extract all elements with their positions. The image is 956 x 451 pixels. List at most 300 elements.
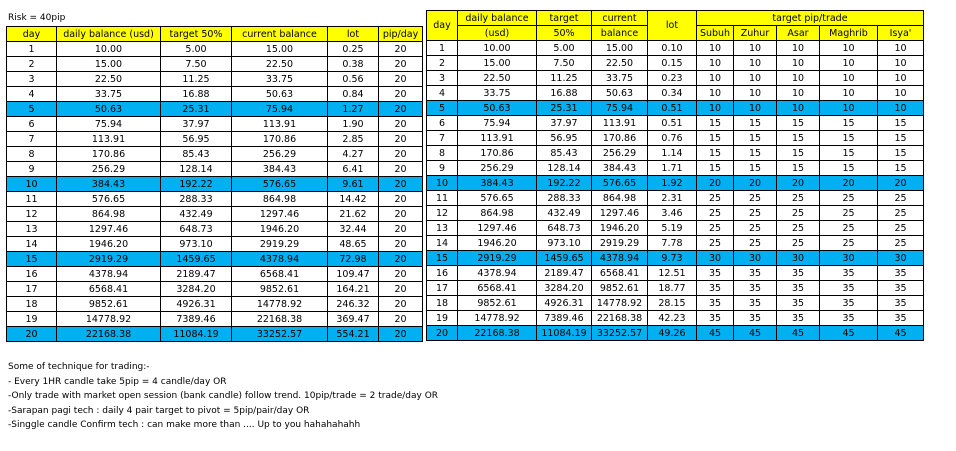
table1-row (7, 42, 423, 57)
table-cell: 30 (777, 251, 820, 266)
table-cell: 15.00 (458, 56, 537, 71)
table-cell: 25.31 (161, 102, 232, 117)
table-cell: 25 (777, 206, 820, 221)
table-cell: 42.23 (648, 311, 697, 326)
table-cell: 0.25 (328, 42, 379, 57)
table1-header-row (7, 27, 423, 42)
table-cell: 33.75 (232, 72, 328, 87)
table-cell: 33252.57 (232, 327, 328, 342)
table1-row (7, 252, 423, 267)
table-cell: 20 (379, 162, 423, 177)
table-cell: 20 (379, 177, 423, 192)
table-cell: 18 (7, 297, 57, 312)
table-cell: 15 (777, 161, 820, 176)
table-cell: 10 (878, 41, 924, 56)
risk-label: Risk = 40pip (8, 13, 66, 23)
table-cell: 3284.20 (537, 281, 592, 296)
table-cell: 432.49 (537, 206, 592, 221)
table-cell: 12 (7, 207, 57, 222)
table1-row (7, 207, 423, 222)
table1-row (7, 147, 423, 162)
table1-header-cell: daily balance (usd) (57, 27, 161, 42)
table-cell: 648.73 (537, 221, 592, 236)
table-cell: 15 (878, 116, 924, 131)
table-cell: 35 (777, 266, 820, 281)
table-cell: 973.10 (537, 236, 592, 251)
table-cell: 2 (427, 56, 458, 71)
table-cell: 864.98 (458, 206, 537, 221)
table-cell: 25.31 (537, 101, 592, 116)
table-cell: 25 (777, 221, 820, 236)
table2-header-target: target (537, 11, 592, 26)
table-cell: 14 (7, 237, 57, 252)
table1-row (7, 237, 423, 252)
table-cell: 56.95 (537, 131, 592, 146)
table-cell: 576.65 (592, 176, 648, 191)
table-cell: 0.15 (648, 56, 697, 71)
table-cell: 288.33 (161, 192, 232, 207)
table-cell: 1.71 (648, 161, 697, 176)
table1-row (7, 177, 423, 192)
table-cell: 9 (7, 162, 57, 177)
table-cell: 128.14 (537, 161, 592, 176)
table-cell: 2919.29 (592, 236, 648, 251)
table-cell: 2919.29 (458, 251, 537, 266)
table-cell: 75.94 (592, 101, 648, 116)
table2-header-session: Zuhur (734, 26, 777, 41)
table-cell: 15 (878, 131, 924, 146)
table-cell: 369.47 (328, 312, 379, 327)
table-cell: 33.75 (592, 71, 648, 86)
table2-header-session: Subuh (697, 26, 734, 41)
table-cell: 4 (427, 86, 458, 101)
table-cell: 45 (878, 326, 924, 341)
table-cell: 170.86 (592, 131, 648, 146)
table-cell: 25 (878, 221, 924, 236)
table-cell: 35 (820, 281, 878, 296)
table-cell: 7 (427, 131, 458, 146)
table1-row (7, 162, 423, 177)
table2-header-session: Asar (777, 26, 820, 41)
table-cell: 15.00 (57, 57, 161, 72)
table-cell: 15 (697, 131, 734, 146)
table-cell: 10 (777, 86, 820, 101)
table-cell: 576.65 (57, 192, 161, 207)
table-cell: 85.43 (161, 147, 232, 162)
table2-row (427, 176, 924, 191)
table-cell: 113.91 (57, 132, 161, 147)
table-cell: 10 (734, 101, 777, 116)
table-cell: 5 (7, 102, 57, 117)
table-cell: 554.21 (328, 327, 379, 342)
table-cell: 35 (878, 311, 924, 326)
table-cell: 25 (878, 206, 924, 221)
table-cell: 35 (878, 266, 924, 281)
table-cell: 15 (734, 146, 777, 161)
table2-header-group: target pip/trade (697, 11, 924, 26)
table1-row (7, 267, 423, 282)
table-cell: 6568.41 (57, 282, 161, 297)
table-cell: 15 (777, 131, 820, 146)
table-cell: 9852.61 (458, 296, 537, 311)
table-cell: 20 (379, 57, 423, 72)
table-cell: 192.22 (161, 177, 232, 192)
table-cell: 50.63 (458, 101, 537, 116)
table-cell: 3 (427, 71, 458, 86)
table-cell: 6568.41 (232, 267, 328, 282)
table-cell: 14778.92 (592, 296, 648, 311)
table-cell: 864.98 (232, 192, 328, 207)
table-cell: 9.73 (648, 251, 697, 266)
table-cell: 20 (379, 72, 423, 87)
table-cell: 35 (777, 296, 820, 311)
table-cell: 15 (820, 116, 878, 131)
table-cell: 22168.38 (458, 326, 537, 341)
table-cell: 35 (878, 281, 924, 296)
table-cell: 25 (734, 236, 777, 251)
table-cell: 22168.38 (592, 311, 648, 326)
table-cell: 25 (878, 191, 924, 206)
table-cell: 6 (7, 117, 57, 132)
table-cell: 648.73 (161, 222, 232, 237)
table-cell: 6.41 (328, 162, 379, 177)
table-cell: 10 (734, 41, 777, 56)
table-cell: 20 (697, 176, 734, 191)
table-cell: 170.86 (57, 147, 161, 162)
table-cell: 15.00 (592, 41, 648, 56)
table2-header-target-pct: 50% (537, 26, 592, 41)
table-cell: 20 (7, 327, 57, 342)
table-cell: 1.90 (328, 117, 379, 132)
table-cell: 25 (820, 221, 878, 236)
table-cell: 20 (379, 192, 423, 207)
table-cell: 9852.61 (592, 281, 648, 296)
table-cell: 10 (697, 101, 734, 116)
table1-row (7, 117, 423, 132)
table-cell: 15 (820, 161, 878, 176)
table-cell: 20 (379, 237, 423, 252)
table-cell: 35 (734, 311, 777, 326)
table1-header-cell: current balance (232, 27, 328, 42)
table-cell: 10 (777, 71, 820, 86)
table-cell: 19 (427, 311, 458, 326)
table-cell: 25 (734, 191, 777, 206)
table-cell: 35 (697, 296, 734, 311)
table-cell: 384.43 (232, 162, 328, 177)
table1-row (7, 297, 423, 312)
table1-header-cell: day (7, 27, 57, 42)
table2-header-lot: lot (648, 11, 697, 41)
table-cell: 4.27 (328, 147, 379, 162)
table-cell: 30 (697, 251, 734, 266)
table2-header-daily-balance-unit: (usd) (458, 26, 537, 41)
table-cell: 49.26 (648, 326, 697, 341)
table-cell: 35 (734, 281, 777, 296)
table-cell: 864.98 (592, 191, 648, 206)
table-cell: 1297.46 (592, 206, 648, 221)
table-cell: 15 (820, 146, 878, 161)
table-cell: 20 (379, 282, 423, 297)
table-cell: 5.00 (161, 42, 232, 57)
table-cell: 10 (878, 56, 924, 71)
table-cell: 0.51 (648, 101, 697, 116)
table2-row (427, 236, 924, 251)
table-cell: 10 (777, 41, 820, 56)
table-cell: 1946.20 (592, 221, 648, 236)
table-cell: 72.98 (328, 252, 379, 267)
table-cell: 1297.46 (57, 222, 161, 237)
table-cell: 45 (734, 326, 777, 341)
table-cell: 1459.65 (161, 252, 232, 267)
table-cell: 4378.94 (458, 266, 537, 281)
table1-row (7, 282, 423, 297)
table2-row (427, 161, 924, 176)
table-cell: 20 (820, 176, 878, 191)
table-cell: 432.49 (161, 207, 232, 222)
table-cell: 12 (427, 206, 458, 221)
table-cell: 33.75 (57, 87, 161, 102)
table-cell: 1946.20 (458, 236, 537, 251)
table1-row (7, 72, 423, 87)
table-cell: 3 (7, 72, 57, 87)
table-cell: 20 (379, 207, 423, 222)
table-cell: 11084.19 (537, 326, 592, 341)
table-cell: 32.44 (328, 222, 379, 237)
table-cell: 15 (878, 161, 924, 176)
table1-row (7, 327, 423, 342)
table-cell: 15 (734, 161, 777, 176)
table-cell: 109.47 (328, 267, 379, 282)
table-cell: 25 (777, 191, 820, 206)
table-cell: 1 (7, 42, 57, 57)
table2-row (427, 281, 924, 296)
table-cell: 15 (734, 131, 777, 146)
table-cell: 6 (427, 116, 458, 131)
table-cell: 1.14 (648, 146, 697, 161)
table-cell: 35 (697, 311, 734, 326)
table-cell: 16 (427, 266, 458, 281)
table-cell: 864.98 (57, 207, 161, 222)
table-cell: 48.65 (328, 237, 379, 252)
table2-row (427, 71, 924, 86)
table-cell: 4926.31 (161, 297, 232, 312)
table-cell: 6568.41 (458, 281, 537, 296)
table-cell: 17 (7, 282, 57, 297)
table2-header-row-1 (427, 11, 924, 26)
table-cell: 9.61 (328, 177, 379, 192)
table-cell: 170.86 (232, 132, 328, 147)
table-cell: 10 (697, 41, 734, 56)
table-cell: 10.00 (458, 41, 537, 56)
table-cell: 4 (7, 87, 57, 102)
table-cell: 10 (734, 86, 777, 101)
table-cell: 0.84 (328, 87, 379, 102)
table-cell: 2919.29 (57, 252, 161, 267)
table-cell: 973.10 (161, 237, 232, 252)
table-cell: 85.43 (537, 146, 592, 161)
table-cell: 35 (697, 281, 734, 296)
table-cell: 35 (820, 266, 878, 281)
table2-row (427, 116, 924, 131)
table-cell: 3284.20 (161, 282, 232, 297)
note-item: - Every 1HR candle take 5pip = 4 candle/day OR (8, 376, 227, 387)
table-cell: 5.00 (537, 41, 592, 56)
table-cell: 14778.92 (458, 311, 537, 326)
table2-header-day: day (427, 11, 458, 41)
table-cell: 8 (427, 146, 458, 161)
table-cell: 50.63 (57, 102, 161, 117)
table-cell: 35 (734, 296, 777, 311)
table-cell: 384.43 (592, 161, 648, 176)
table-cell: 75.94 (57, 117, 161, 132)
table-cell: 2189.47 (161, 267, 232, 282)
table2-header-session: Isya' (878, 26, 924, 41)
table-cell: 15 (697, 161, 734, 176)
table-cell: 35 (777, 281, 820, 296)
table2-row (427, 296, 924, 311)
table1-row (7, 192, 423, 207)
table1-row (7, 102, 423, 117)
table-cell: 22.50 (232, 57, 328, 72)
table-cell: 576.65 (232, 177, 328, 192)
table-cell: 2 (7, 57, 57, 72)
table-cell: 0.76 (648, 131, 697, 146)
table-cell: 256.29 (592, 146, 648, 161)
table-cell: 384.43 (57, 177, 161, 192)
table-cell: 25 (697, 206, 734, 221)
table2-row (427, 86, 924, 101)
table-cell: 0.34 (648, 86, 697, 101)
table-cell: 15 (777, 146, 820, 161)
table2-header-current-balance: balance (592, 26, 648, 41)
table-cell: 30 (820, 251, 878, 266)
table-cell: 15 (777, 116, 820, 131)
table-cell: 11.25 (161, 72, 232, 87)
table-cell: 0.23 (648, 71, 697, 86)
compounding-table-1 (6, 26, 423, 342)
table-cell: 15.00 (232, 42, 328, 57)
table-cell: 10 (820, 71, 878, 86)
table-cell: 14.42 (328, 192, 379, 207)
table-cell: 6568.41 (592, 266, 648, 281)
table-cell: 18 (427, 296, 458, 311)
table-cell: 128.14 (161, 162, 232, 177)
table2-header-session: Maghrib (820, 26, 878, 41)
table-cell: 45 (777, 326, 820, 341)
table-cell: 18.77 (648, 281, 697, 296)
table-cell: 10 (878, 71, 924, 86)
table-cell: 1459.65 (537, 251, 592, 266)
table-cell: 20 (379, 327, 423, 342)
table-cell: 11 (7, 192, 57, 207)
table-cell: 17 (427, 281, 458, 296)
table2-row (427, 191, 924, 206)
table-cell: 13 (7, 222, 57, 237)
table-cell: 25 (820, 191, 878, 206)
table-cell: 9852.61 (232, 282, 328, 297)
table-cell: 10 (820, 41, 878, 56)
table-cell: 50.63 (592, 86, 648, 101)
table2-row (427, 311, 924, 326)
table1-row (7, 132, 423, 147)
table-cell: 576.65 (458, 191, 537, 206)
table-cell: 20 (379, 42, 423, 57)
table-cell: 0.38 (328, 57, 379, 72)
table-cell: 20 (379, 297, 423, 312)
table-cell: 20 (734, 176, 777, 191)
table-cell: 10.00 (57, 42, 161, 57)
table-cell: 20 (379, 312, 423, 327)
table-cell: 0.56 (328, 72, 379, 87)
table-cell: 25 (697, 191, 734, 206)
table-cell: 10 (878, 101, 924, 116)
table-cell: 4378.94 (232, 252, 328, 267)
table-cell: 35 (820, 311, 878, 326)
table-cell: 20 (379, 267, 423, 282)
table-cell: 1946.20 (57, 237, 161, 252)
table-cell: 10 (820, 86, 878, 101)
notes-heading: Some of technique for trading:- (8, 362, 150, 372)
table2-row (427, 206, 924, 221)
table-cell: 35 (777, 311, 820, 326)
table-cell: 20 (379, 117, 423, 132)
note-item: -Sarapan pagi tech : daily 4 pair target to pivot = 5pip/pair/day OR (8, 405, 310, 416)
table-cell: 10 (820, 101, 878, 116)
table2-row (427, 221, 924, 236)
table2-row (427, 41, 924, 56)
table-cell: 20 (379, 147, 423, 162)
table-cell: 9 (427, 161, 458, 176)
table-cell: 4926.31 (537, 296, 592, 311)
table-cell: 15 (820, 131, 878, 146)
table1-header-cell: target 50% (161, 27, 232, 42)
table-cell: 30 (734, 251, 777, 266)
table-cell: 21.62 (328, 207, 379, 222)
table-cell: 12.51 (648, 266, 697, 281)
table-cell: 7.78 (648, 236, 697, 251)
table-cell: 15 (878, 146, 924, 161)
table-cell: 25 (777, 236, 820, 251)
table-cell: 25 (697, 221, 734, 236)
table-cell: 1297.46 (232, 207, 328, 222)
table-cell: 2.85 (328, 132, 379, 147)
table1-header-cell: pip/day (379, 27, 423, 42)
table-cell: 25 (878, 236, 924, 251)
table-cell: 10 (777, 56, 820, 71)
table-cell: 10 (820, 56, 878, 71)
table-cell: 28.15 (648, 296, 697, 311)
table-cell: 37.97 (537, 116, 592, 131)
table-cell: 7.50 (537, 56, 592, 71)
table-cell: 56.95 (161, 132, 232, 147)
table-cell: 30 (878, 251, 924, 266)
table-cell: 5 (427, 101, 458, 116)
table-cell: 15 (427, 251, 458, 266)
table-cell: 4378.94 (57, 267, 161, 282)
table-cell: 11.25 (537, 71, 592, 86)
table-cell: 1.27 (328, 102, 379, 117)
table-cell: 113.91 (592, 116, 648, 131)
table-cell: 22168.38 (232, 312, 328, 327)
table-cell: 22.50 (592, 56, 648, 71)
table-cell: 4378.94 (592, 251, 648, 266)
table-cell: 11084.19 (161, 327, 232, 342)
table-cell: 20 (379, 252, 423, 267)
table-cell: 7.50 (161, 57, 232, 72)
table-cell: 7 (7, 132, 57, 147)
table-cell: 45 (697, 326, 734, 341)
table-cell: 45 (820, 326, 878, 341)
